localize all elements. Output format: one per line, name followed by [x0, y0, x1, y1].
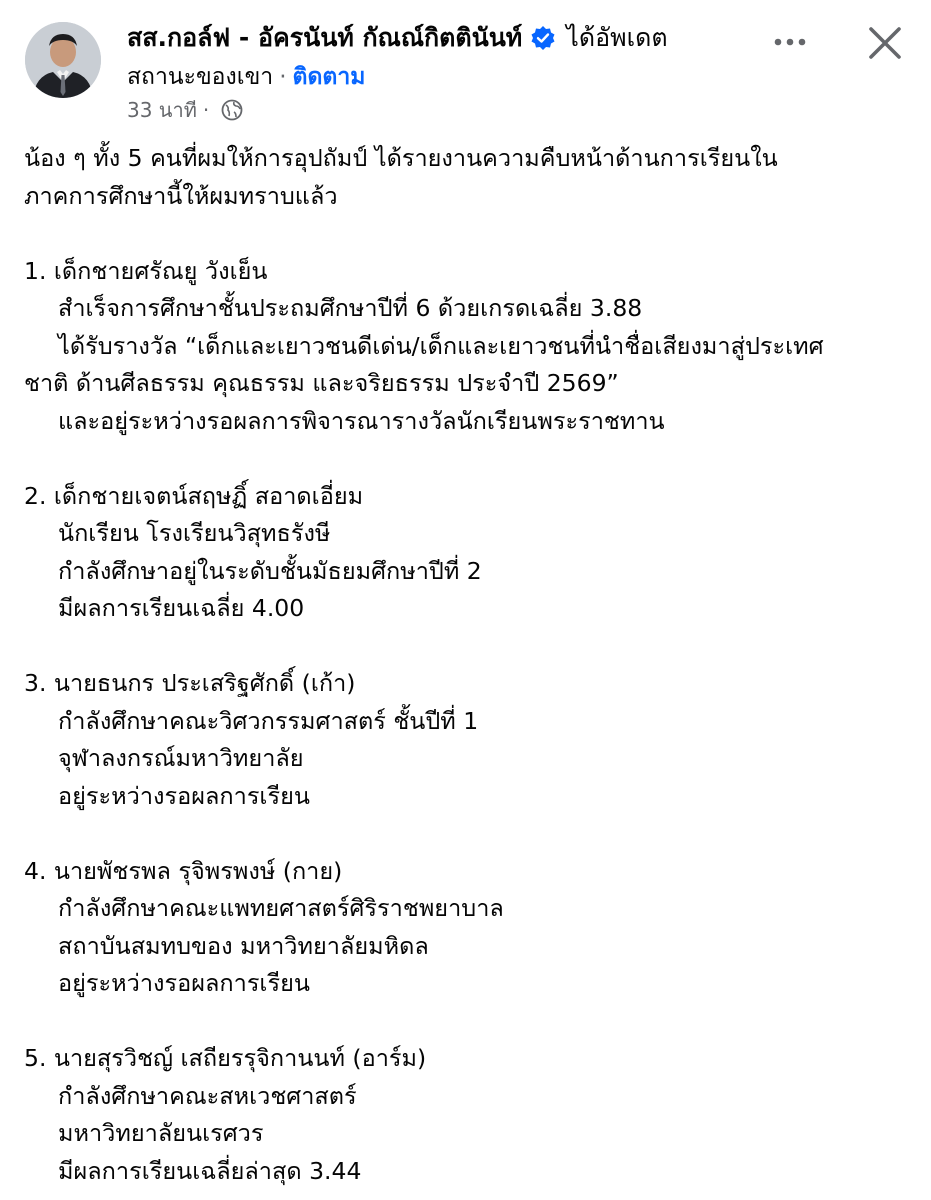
author-line	[127, 20, 668, 56]
student-detail: กำลังศึกษาคณะสหเวชศาสตร์	[58, 1081, 357, 1110]
globe-icon[interactable]	[221, 99, 243, 121]
student-detail: สำเร็จการศึกษาชั้นประถมศึกษาปีที่ 6 ด้วยเกรดเฉลี่ย 3.88	[58, 294, 643, 322]
paragraph-gap	[24, 628, 914, 666]
subtitle-separator: ·	[279, 64, 287, 90]
student-heading: 3. นายธนกร ประเสริฐศักดิ์ (เก้า)	[24, 669, 356, 697]
student-detail: มหาวิทยาลัยนเรศวร	[58, 1119, 264, 1147]
student-detail: อยู่ระหว่างรอผลการเรียน	[58, 969, 310, 997]
student-detail: กำลังศึกษาคณะวิศวกรรมศาสตร์ ชั้นปีที่ 1	[58, 706, 479, 735]
post-header	[0, 0, 931, 130]
student-heading: 5. นายสุรวิชญ์ เสถียรรุจิกานนท์ (อาร์ม)	[24, 1044, 427, 1072]
paragraph-gap	[24, 815, 914, 853]
author-name[interactable]: สส.กอล์ฟ - อัครนันท์ กัณณ์กิตตินันท์	[127, 23, 523, 52]
student-detail: และอยู่ระหว่างรอผลการพิจารณารางวัลนักเรียนพระราชทาน	[58, 406, 665, 435]
post-timestamp[interactable]: 33 นาที	[127, 98, 197, 122]
meta-separator: ·	[202, 98, 210, 122]
student-detail: มีผลการเรียนเฉลี่ย 4.00	[58, 594, 305, 622]
paragraph-gap	[24, 1003, 914, 1041]
student-detail: จุฬาลงกรณ์มหาวิทยาลัย	[58, 744, 304, 772]
student-heading: 1. เด็กชายศรัณยู วังเย็น	[24, 256, 268, 285]
subtitle-line	[127, 60, 365, 94]
author-avatar[interactable]	[25, 22, 101, 98]
intro-line: ภาคการศึกษานี้ให้ผมทราบแล้ว	[24, 181, 338, 210]
subtitle-text: สถานะของเขา	[127, 64, 274, 90]
student-detail: ชาติ ด้านศีลธรรม คุณธรรม และจริยธรรม ประจำปี 2569”	[24, 369, 619, 397]
intro-line: น้อง ๆ ทั้ง 5 คนที่ผมให้การอุปถัมป์ ได้รายงานความคืบหน้าด้านการเรียนใน	[24, 144, 778, 172]
follow-button[interactable]: ติดตาม	[292, 64, 366, 90]
author-action-text: ได้อัพเดต	[566, 23, 668, 52]
post-text	[24, 140, 914, 1190]
more-options-icon[interactable]	[764, 20, 816, 64]
paragraph-gap	[24, 440, 914, 478]
close-icon[interactable]	[860, 18, 910, 68]
student-detail: นักเรียน โรงเรียนวิสุทธรังษี	[58, 519, 331, 547]
student-detail: กำลังศึกษาคณะแพทยศาสตร์ศิริราชพยาบาล	[58, 894, 504, 922]
student-detail: กำลังศึกษาอยู่ในระดับชั้นมัธยมศึกษาปีที่ 2	[58, 556, 482, 585]
paragraph-gap	[24, 215, 914, 253]
student-heading: 4. นายพัชรพล รุจิพรพงษ์ (กาย)	[24, 856, 343, 885]
student-detail: ได้รับรางวัล “เด็กและเยาวชนดีเด่น/เด็กและเยาวชนที่นำชื่อเสียงมาสู่ประเทศ	[58, 331, 824, 360]
student-detail: สถาบันสมทบของ มหาวิทยาลัยมหิดล	[58, 931, 429, 960]
verified-badge-icon	[530, 25, 556, 51]
student-detail: อยู่ระหว่างรอผลการเรียน	[58, 781, 310, 810]
post-meta	[127, 96, 243, 124]
student-heading: 2. เด็กชายเจตน์สฤษฏิ์ สอาดเอี่ยม	[24, 481, 364, 510]
student-detail: มีผลการเรียนเฉลี่ยล่าสุด 3.44	[58, 1156, 362, 1185]
